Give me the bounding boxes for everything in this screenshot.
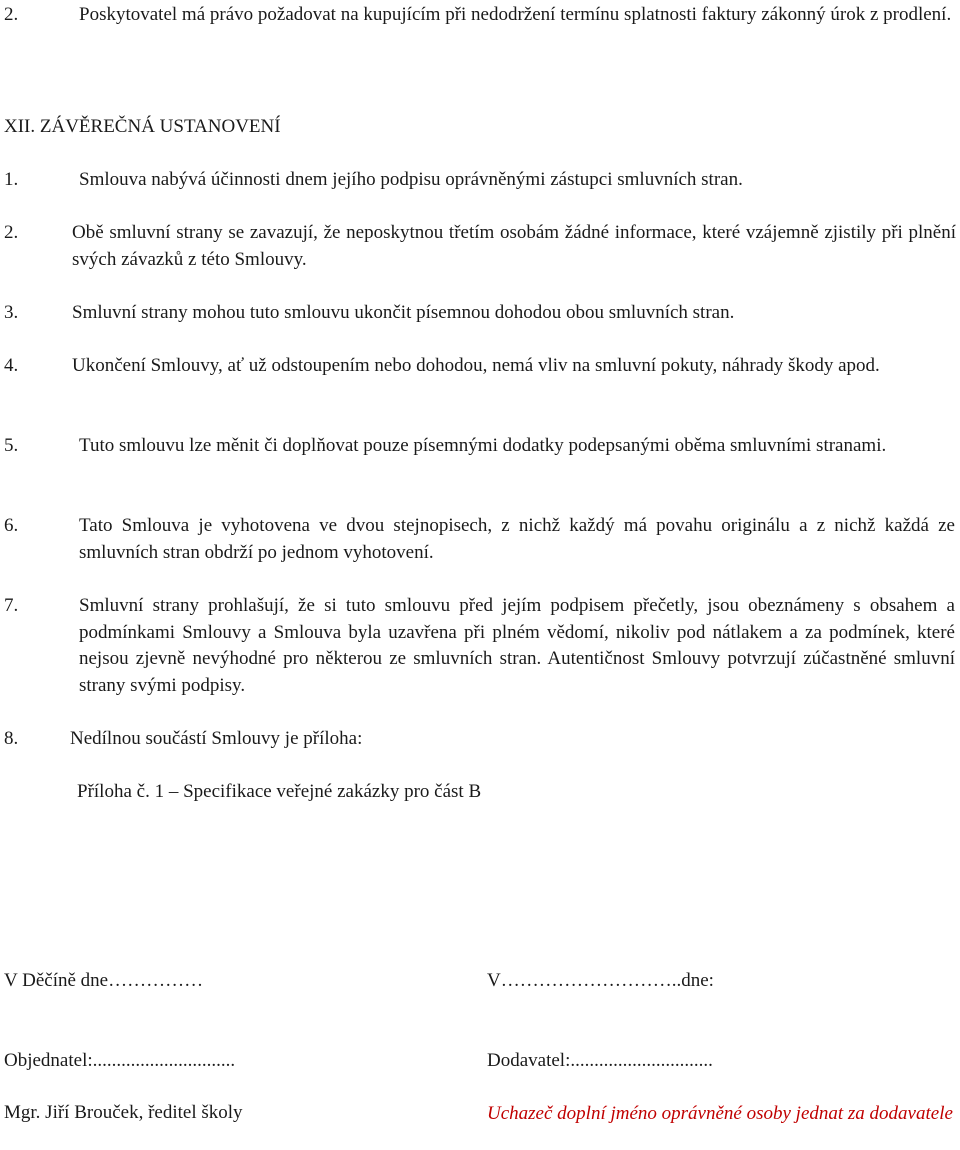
item-number: 6. — [4, 515, 19, 536]
item-number: 2. — [4, 4, 19, 25]
item-text: Poskytovatel má právo požadovat na kupujícím při nedodržení termínu splatnosti faktury zákonný úrok z prodlení. — [79, 4, 952, 25]
item-number: 8. — [4, 728, 19, 749]
item-number: 7. — [4, 595, 19, 616]
item-number: 4. — [4, 355, 19, 376]
client-signature-line: Objednatel:.............................. — [4, 1050, 236, 1071]
item-text: Smlouva nabývá účinnosti dnem jejího podpisu oprávněnými zástupci smluvních stran. — [79, 169, 743, 190]
item-text: Nedílnou součástí Smlouvy je příloha: — [70, 728, 363, 749]
item-text: Ukončení Smlouvy, ať už odstoupením nebo dohodou, nemá vliv na smluvní pokuty, náhrady škody apod. — [72, 355, 880, 376]
item-text: Smluvní strany prohlašují, že si tuto smlouvu před jejím podpisem přečetly, jsou obeznámeny s obsahem a podmínkami Smlouvy a Smlouva byla uzavřena při plném vědomí, nikoliv pod nátlakem a za podmínek, které nejsou zjevně nevýhodné pro některou ze smluvních stran. Autentičnost Smlouvy potvrzují zúčastněné smluvní strany svými podpisy. — [79, 595, 955, 696]
section-heading: XII. ZÁVĚREČNÁ USTANOVENÍ — [4, 116, 281, 137]
item-text: Smluvní strany mohou tuto smlouvu ukončit písemnou dohodou obou smluvních stran. — [72, 302, 735, 323]
item-number: 1. — [4, 169, 19, 190]
item-text: Tuto smlouvu lze měnit či doplňovat pouze písemnými dodatky podepsanými oběma smluvními stranami. — [79, 435, 887, 456]
item-number: 5. — [4, 435, 19, 456]
item-text: Obě smluvní strany se zavazují, že neposkytnou třetím osobám žádné informace, které vzájemně zjistily při plnění svých závazků z této Smlouvy. — [72, 222, 956, 270]
place-date-right: V………………………..dne: — [487, 970, 714, 991]
attachment-line: Příloha č. 1 – Specifikace veřejné zakázky pro část B — [77, 781, 482, 802]
item-text: Tato Smlouva je vyhotovena ve dvou stejnopisech, z nichž každý má povahu originálu a z nichž každá ze smluvních stran obdrží po jednom vyhotovení. — [79, 515, 955, 563]
supplier-representative-note: Uchazeč doplní jméno oprávněné osoby jednat za dodavatele — [487, 1103, 953, 1124]
item-number: 3. — [4, 302, 19, 323]
supplier-signature-line: Dodavatel:.............................. — [487, 1050, 713, 1071]
client-representative-name: Mgr. Jiří Brouček, ředitel školy — [4, 1102, 243, 1123]
place-date-left: V Děčíně dne…………… — [4, 970, 204, 991]
item-number: 2. — [4, 222, 19, 243]
